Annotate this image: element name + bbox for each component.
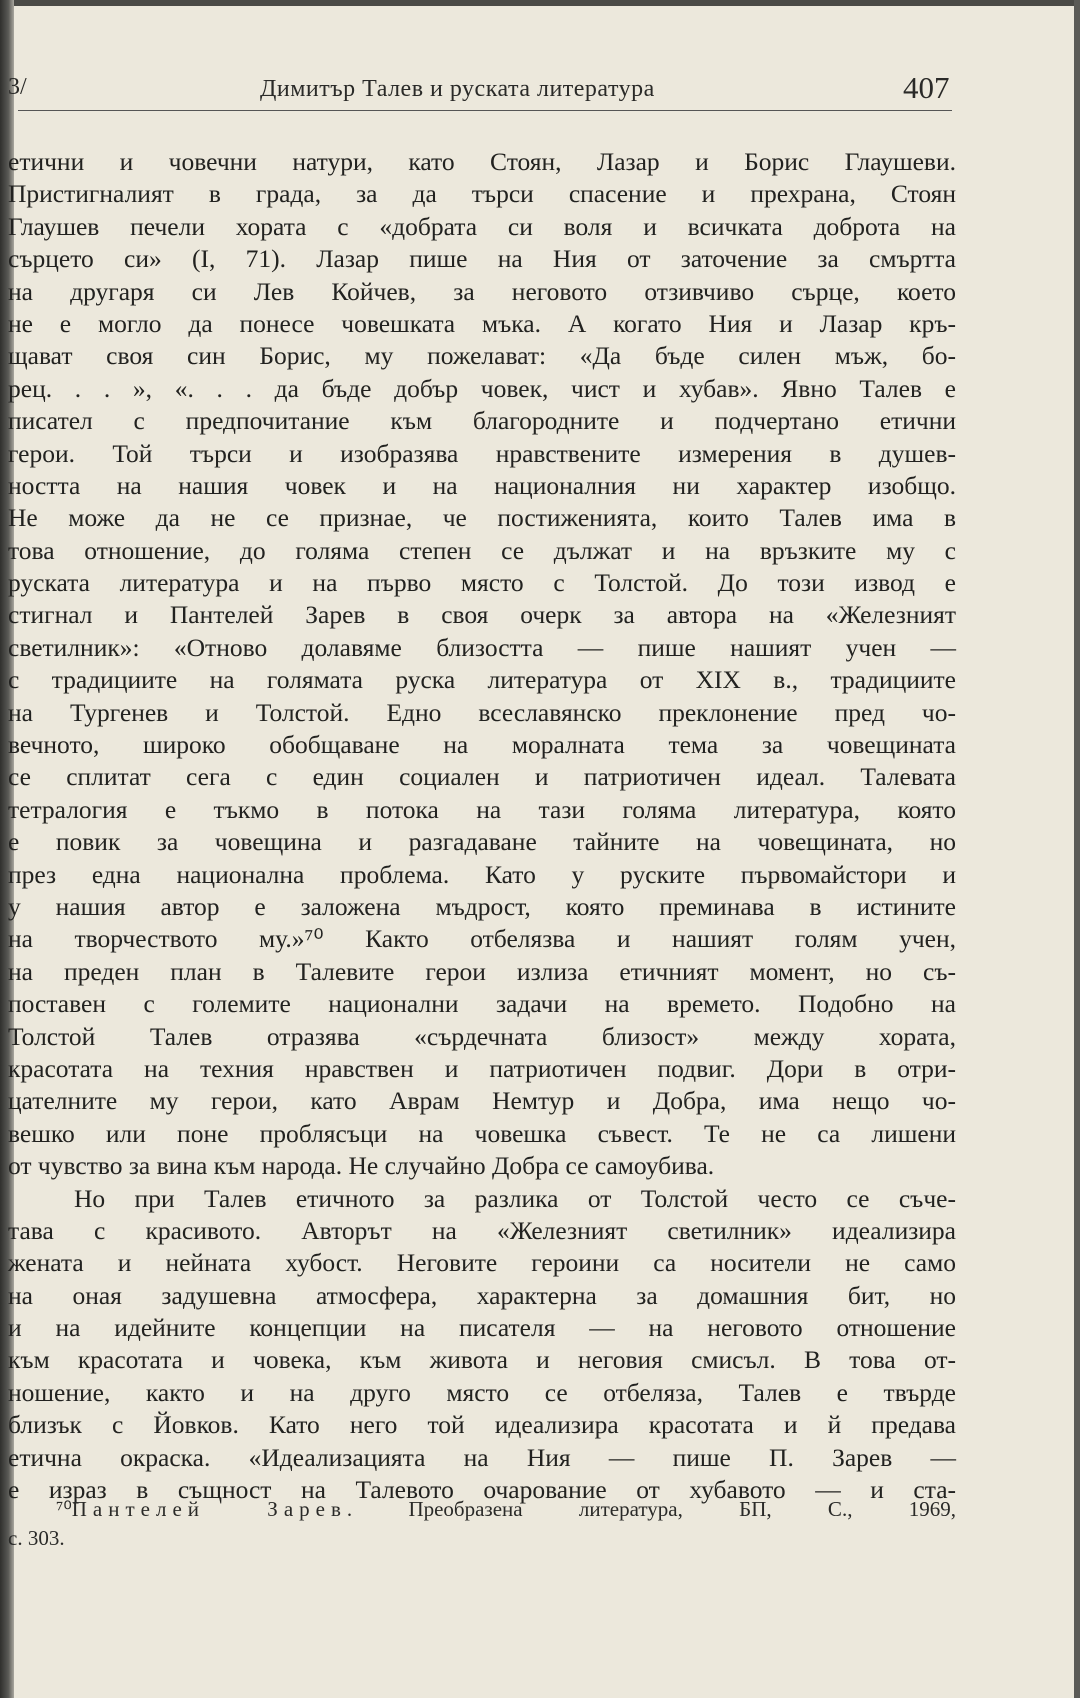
- text-line: е израз в същност на Талевото очарование от хубавото — и ста-: [8, 1475, 956, 1505]
- footnote-line: [8, 1495, 956, 1524]
- text-line: руската литература и на първо място с Толстой. До този извод е: [8, 568, 956, 598]
- body-text: [8, 146, 956, 1506]
- page-right-edge: [1074, 0, 1080, 1698]
- footnote: [8, 1495, 956, 1553]
- footnote-continuation: с. 303.: [8, 1526, 65, 1550]
- text-line: на Тургенев и Толстой. Едно всеславянско преклонение пред чо-: [8, 697, 956, 727]
- text-line: етични и човечни натури, като Стоян, Лазар и Борис Глаушеви.: [8, 147, 956, 176]
- text-line: герои. Той търси и изобразява нравствените измерения в душев-: [8, 438, 956, 468]
- footnote-author: Пантелей Зарев: [71, 1497, 347, 1521]
- footnote-citation: . Преобразена литература, БП, С., 1969,: [346, 1497, 956, 1521]
- text-line: тава с красивото. Авторът на «Железният светилник» идеализира: [8, 1215, 956, 1245]
- running-head: [0, 64, 1080, 114]
- text-line: цателните му герои, като Аврам Немтур и Добра, има нещо чо-: [8, 1086, 956, 1116]
- text-line: това отношение, до голяма степен се дължат и на връзките му с: [8, 535, 956, 565]
- text-line: Глаушев печели хората с «добрата си воля и всичката доброта на: [8, 211, 956, 241]
- text-line: вешко или поне проблясъци на човешка съвест. Те не са лишени: [8, 1118, 956, 1148]
- text-line: Но при Талев етичното за разлика от Толстой често се съче-: [74, 1183, 956, 1213]
- text-line: към красотата и човека, към живота и неговия смисъл. В това от-: [8, 1345, 956, 1375]
- text-line: с традициите на голямата руска литература от XIX в., традициите: [8, 665, 956, 695]
- text-line: щават своя син Борис, му пожелават: «Да бъде силен мъж, бо-: [8, 341, 956, 371]
- text-line: ността на нашия човек и на националния ни характер изобщо.: [8, 470, 956, 500]
- running-head-fragment: 3/: [8, 74, 27, 100]
- text-line: сърцето си» (I, 71). Лазар пише на Ния от заточение за смъртта: [8, 244, 956, 274]
- text-line: на творчеството му.»⁷⁰ Както отбелязва и нашият голям учен,: [8, 924, 956, 954]
- text-line: у нашия автор е заложена мъдрост, която преминава в истините: [8, 891, 956, 921]
- text-line: на оная задушевна атмосфера, характерна за домашния бит, но: [8, 1280, 956, 1310]
- text-line: вечното, широко обобщаване на моралната тема за човещината: [8, 730, 956, 760]
- header-rule: [18, 110, 952, 111]
- text-line: етична окраска. «Идеализацията на Ния — пише П. Зарев —: [8, 1442, 956, 1472]
- text-line: от чувство за вина към народа. Не случайно Добра се самоубива.: [8, 1151, 715, 1181]
- text-line: на преден план в Талевите герои излиза етичният момент, но съ-: [8, 956, 956, 986]
- text-line: рец. . . », «. . . да бъде добър човек, чист и хубав». Явно Талев е: [8, 373, 956, 403]
- text-line: светилник»: «Отново долавяме близостта — пише нашият учен —: [8, 632, 956, 662]
- text-line: писател с предпочитание към благородните и подчертано етични: [8, 406, 956, 436]
- text-line: ношение, както и на друго място се отбеляза, Талев е твърде: [8, 1377, 956, 1407]
- text-line: поставен с големите национални задачи на времето. Подобно на: [8, 989, 956, 1019]
- text-line: не е могло да понесе човешката мъка. А когато Ния и Лазар кръ-: [8, 308, 956, 338]
- text-line: Не може да не се признае, че постиженията, които Талев има в: [8, 503, 956, 533]
- text-line: и на идейните концепции на писателя — на неговото отношение: [8, 1313, 956, 1343]
- footnote-marker: ⁷⁰: [56, 1497, 72, 1521]
- text-line: стигнал и Пантелей Зарев в своя очерк за автора на «Железният: [8, 600, 956, 630]
- text-line: тетралогия е тъкмо в потока на тази голяма литература, която: [8, 794, 956, 824]
- text-line: на другаря си Лев Койчев, за неговото отзивчиво сърце, което: [8, 276, 956, 306]
- text-line: красотата на техния нравствен и патриотичен подвиг. Дори в отри-: [8, 1053, 956, 1083]
- text-line: се сплитат сега с един социален и патриотичен идеал. Талевата: [8, 762, 956, 792]
- page-number: 407: [903, 70, 950, 105]
- text-line: близък с Йовков. Като него той идеализира красотата и й предава: [8, 1410, 956, 1440]
- text-line: Толстой Талев отразява «сърдечната близост» между хората,: [8, 1021, 956, 1051]
- text-line: през една национална проблема. Като у руските първомайстори и: [8, 859, 956, 889]
- page-top-edge: [0, 0, 1080, 6]
- text-line: е повик за човещина и разгадаване тайните на човещината, но: [8, 827, 956, 857]
- running-head-title: Димитър Талев и руската литература: [260, 76, 655, 102]
- text-line: жената и нейната хубост. Неговите героини са носители не само: [8, 1248, 956, 1278]
- text-line: Пристигналият в града, за да търси спасение и прехрана, Стоян: [8, 179, 956, 209]
